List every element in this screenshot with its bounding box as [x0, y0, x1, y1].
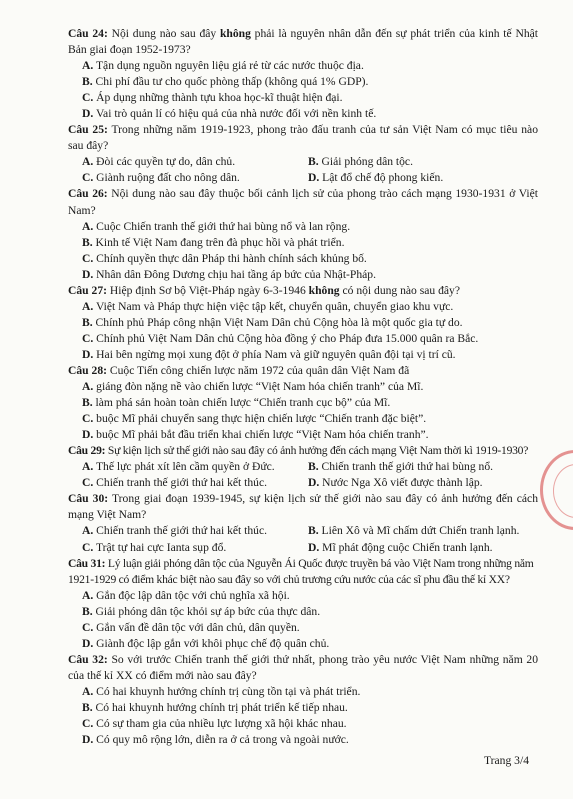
- option-c: C. buộc Mĩ phải chuyển sang thực hiện chiến lược “Chiến tranh đặc biệt”.: [82, 412, 427, 426]
- options-row: [68, 475, 538, 491]
- option-b: B. Chiến tranh thế giới thứ hai bùng nổ.: [308, 460, 494, 474]
- options-row: [68, 170, 538, 186]
- option-d: D. buộc Mĩ phải bắt đầu triển khai chiến lược “Việt Nam hóa chiến tranh”.: [82, 428, 429, 442]
- question-24: Câu 24: Nội dung nào sau đây không phải là nguyên nhân dẫn đến sự phát triển của kinh tế Nhật Bản giai đoạn 1952-1973?: [68, 27, 538, 57]
- option-a: A. Tận dụng nguồn nguyên liệu giá rẻ từ các nước thuộc địa.: [82, 59, 364, 73]
- question-30: Câu 30: Trong giai đoạn 1939-1945, sự kiện lịch sử thế giới nào sau đây có ảnh hưởng đến cách mạng Việt Nam?: [68, 492, 538, 522]
- option-b: B. Chính phủ Pháp công nhận Việt Nam Dân chủ Cộng hòa là một quốc gia tự do.: [82, 315, 463, 329]
- exam-page: [68, 26, 538, 748]
- options-row: [68, 459, 538, 475]
- option-c: C. Chính quyền thực dân Pháp thi hành chính sách khủng bố.: [82, 251, 367, 265]
- option-b: B. Giải phóng dân tộc.: [308, 155, 413, 169]
- option-d: D. Nhân dân Đông Dương chịu hai tầng áp bức của Nhật-Pháp.: [82, 267, 376, 281]
- option-d: D. Lật đổ chế độ phong kiến.: [308, 171, 444, 185]
- question-number: Câu 32:: [68, 652, 108, 666]
- option-b: B. Kinh tế Việt Nam đang trên đà phục hồi và phát triển.: [82, 235, 345, 249]
- option-a: A. Thế lực phát xít lên cầm quyền ở Đức.: [82, 460, 275, 474]
- option-a: A. Đòi các quyền tự do, dân chủ.: [82, 155, 236, 169]
- option-a: A. giáng đòn nặng nề vào chiến lược “Việt Nam hóa chiến tranh” của Mĩ.: [82, 380, 424, 394]
- question-number: Câu 31:: [68, 556, 106, 570]
- option-b: B. Giải phóng dân tộc khỏi sự áp bức của thực dân.: [82, 604, 321, 618]
- option-b: B. Liên Xô và Mĩ chấm dứt Chiến tranh lạnh.: [308, 524, 520, 538]
- option-a: A. Chiến tranh thế giới thứ hai kết thúc.: [82, 524, 268, 538]
- question-28: Câu 28: Cuộc Tiến công chiến lược năm 1972 của quân dân Việt Nam đã: [68, 363, 410, 377]
- options-row: [68, 154, 538, 170]
- question-27: Câu 27: Hiệp định Sơ bộ Việt-Pháp ngày 6-3-1946 không có nội dung nào sau đây?: [68, 283, 460, 297]
- option-c: C. Trật tự hai cực Ianta sụp đổ.: [82, 540, 227, 554]
- option-b: B. làm phá sản hoàn toàn chiến lược “Chiến tranh cục bộ” của Mĩ.: [82, 396, 391, 410]
- question-number: Câu 29:: [68, 444, 106, 458]
- option-a: A. Cuộc Chiến tranh thế giới thứ hai bùng nổ và lan rộng.: [82, 219, 351, 233]
- option-c: C. Chiến tranh thế giới thứ hai kết thúc.: [82, 476, 268, 490]
- question-26: Câu 26: Nội dung nào sau đây thuộc bối cảnh lịch sử của phong trào cách mạng 1930-1931 ở Việt Nam?: [68, 187, 538, 217]
- option-a: A. Có hai khuynh hướng chính trị cùng tồn tại và phát triển.: [82, 684, 361, 698]
- question-number: Câu 26:: [68, 187, 108, 201]
- option-d: D. Vai trò quản lí có hiệu quả của nhà nước đối với nền kinh tế.: [82, 107, 377, 121]
- option-c: C. Chính phủ Việt Nam Dân chủ Cộng hòa đồng ý cho Pháp đưa 15.000 quân ra Bắc.: [82, 331, 479, 345]
- option-d: D. Mĩ phát động cuộc Chiến tranh lạnh.: [308, 540, 493, 554]
- option-c: C. Áp dụng những thành tựu khoa học-kĩ thuật hiện đại.: [82, 91, 343, 105]
- option-d: D. Giành độc lập gắn với khôi phục chế độ quân chủ.: [82, 636, 330, 650]
- question-number: Câu 24:: [68, 27, 108, 40]
- question-number: Câu 30:: [68, 492, 109, 506]
- question-32: Câu 32: So với trước Chiến tranh thế giới thứ nhất, phong trào yêu nước Việt Nam những năm 20 của thế kỉ XX có điểm mới nào sau đây?: [68, 652, 538, 682]
- option-c: C. Gắn vấn đề dân tộc với dân chủ, dân quyền.: [82, 620, 300, 634]
- question-31: Câu 31: Lý luận giải phóng dân tộc của Nguyễn Ái Quốc được truyền bá vào Việt Nam trong những năm 1921-1929 có điểm khác biệt nào sau đây so với chủ trương cứu nước của các sĩ phu đầu thế kỉ XX?: [68, 556, 534, 586]
- option-c: C. Giành ruộng đất cho nông dân.: [82, 171, 240, 185]
- question-number: Câu 25:: [68, 123, 108, 137]
- options-row: [68, 540, 538, 556]
- option-c: C. Có sự tham gia của nhiều lực lượng xã hội khác nhau.: [82, 717, 347, 731]
- page-number: Trang 3/4: [484, 754, 529, 767]
- option-a: A. Việt Nam và Pháp thực hiện việc tập kết, chuyển quân, chuyển giao khu vực.: [82, 299, 454, 313]
- option-d: D. Có quy mô rộng lớn, diễn ra ở cả trong và ngoài nước.: [82, 733, 349, 747]
- question-number: Câu 28:: [68, 363, 107, 377]
- question-number: Câu 27:: [68, 283, 107, 297]
- question-29: Câu 29: Sự kiện lịch sử thế giới nào sau đây có ảnh hưởng đến cách mạng Việt Nam thời kì 1919-1930?: [68, 444, 529, 458]
- option-a: A. Gắn độc lập dân tộc với chủ nghĩa xã hội.: [82, 588, 290, 602]
- option-d: D. Nước Nga Xô viết được thành lập.: [308, 476, 483, 490]
- options-row: [68, 523, 538, 539]
- option-b: B. Có hai khuynh hướng chính trị phát triển kế tiếp nhau.: [82, 700, 348, 714]
- option-d: D. Hai bên ngừng mọi xung đột ở phía Nam và giữ nguyên quân đội tại vị trí cũ.: [82, 347, 456, 361]
- option-b: B. Chi phí đầu tư cho quốc phòng thấp (không quá 1% GDP).: [82, 75, 369, 89]
- question-25: Câu 25: Trong những năm 1919-1923, phong trào đấu tranh của tư sản Việt Nam có mục tiêu nào sau đây?: [68, 123, 538, 153]
